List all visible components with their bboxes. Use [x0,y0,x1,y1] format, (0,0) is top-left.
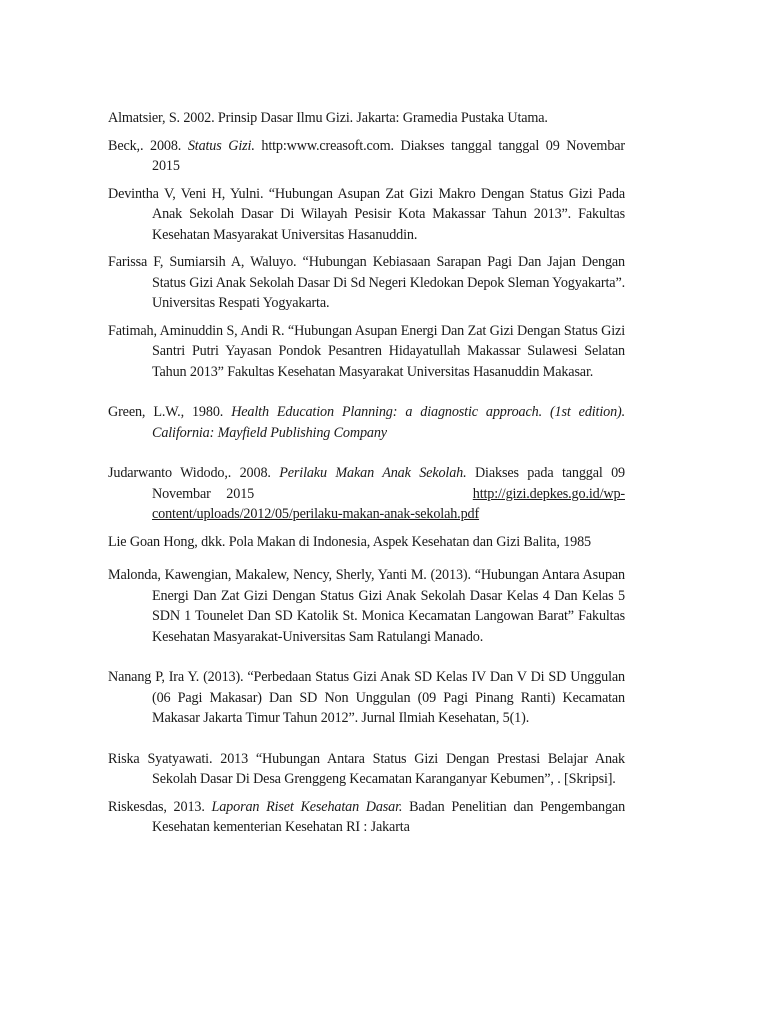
reference-text: Riskesdas, 2013. [108,798,212,815]
reference-entry [108,667,625,729]
reference-text: Judarwanto Widodo,. 2008. [108,465,280,481]
reference-title-italic: Perilaku Makan Anak Sekolah. [279,465,467,481]
reference-entry [108,749,625,790]
reference-text: Nanang P, Ira Y. (2013). “Perbedaan Status Gizi Anak SD Kelas IV Dan V Di SD Unggulan (06 Pagi Makasar) Dan SD Non Unggulan (09 Pagi Pinang Ranti) Kecamatan Makasar Jakarta Timur Tahun 2012”. Jurnal Ilmiah Kesehatan, 5(1). [108,669,625,726]
reference-title-italic: Status Gizi. [187,137,255,154]
reference-text: Devintha V, Veni H, Yulni. “Hubungan Asupan Zat Gizi Makro Dengan Status Gizi Pada Anak Sekolah Dasar Di Wilayah Pesisir Kota Makassar Tahun 2013”. Fakultas Kesehatan Masyarakat Universitas Hasanuddin. [108,185,625,243]
reference-link[interactable]: http://gizi.depkes.go.id/wp-content/uploads/2012/05/perilaku-makan-anak-sekolah.pdf [152,485,625,522]
reference-text: Riska Syatyawati. 2013 “Hubungan Antara Status Gizi Dengan Prestasi Belajar Anak Sekolah Dasar Di Desa Grenggeng Kecamatan Karanganyar Kebumen”, . [Skripsi]. [108,750,625,787]
reference-text: Fatimah, Aminuddin S, Andi R. “Hubungan Asupan Energi Dan Zat Gizi Dengan Status Gizi Santri Putri Yayasan Pondok Pesantren Hidayatullah Makassar Sulawesi Selatan Tahun 2013” Fakultas Kesehatan Masyarakat Universitas Hasanuddin Makasar. [108,322,625,380]
reference-title-italic: Health Education Planning: a diagnostic approach. (1st edition). California: Mayfield Publishing Company [152,404,626,441]
reference-title-italic: Laporan Riset Kesehatan Dasar. [211,798,403,815]
reference-entry [108,108,625,129]
reference-entry [108,184,625,246]
reference-text: Beck,. 2008. [108,137,188,154]
reference-text: Lie Goan Hong, dkk. Pola Makan di Indonesia, Aspek Kesehatan dan Gizi Balita, 1985 [108,533,591,550]
reference-entry [108,252,625,314]
reference-list [108,108,625,838]
reference-text: http:www.creasoft.com. Diakses tanggal tanggal 09 Novembar 2015 [152,137,625,174]
reference-text: Diakses pada tanggal 09 Novembar 2015 [152,465,626,502]
reference-entry [108,321,625,383]
reference-entry [108,565,625,647]
reference-entry [108,797,625,838]
reference-text: Green, L.W., 1980. [108,404,232,420]
reference-text: Almatsier, S. 2002. Prinsip Dasar Ilmu Gizi. Jakarta: Gramedia Pustaka Utama. [108,110,548,126]
reference-text: Badan Penelitian dan Pengembangan Kesehatan kementerian Kesehatan RI : Jakarta [152,798,626,835]
reference-text: Malonda, Kawengian, Makalew, Nency, Sherly, Yanti M. (2013). “Hubungan Antara Asupan Energi Dan Zat Gizi Dengan Status Gizi Anak Sekolah Dasar Kelas 4 Dan Kelas 5 SDN 1 Tounelet Dan SD Katolik St. Monica Kecamatan Langowan Barat” Fakultas Kesehatan Masyarakat-Universitas Sam Ratulangi Manado. [108,567,625,645]
reference-entry [108,136,625,177]
reference-entry [108,463,625,525]
reference-entry [108,532,625,553]
reference-entry [108,402,625,443]
reference-text: Farissa F, Sumiarsih A, Waluyo. “Hubungan Kebiasaan Sarapan Pagi Dan Jajan Dengan Status Gizi Anak Sekolah Dasar Di Sd Negeri Kledokan Depok Sleman Yogyakarta”. Universitas Respati Yogyakarta. [108,254,625,311]
